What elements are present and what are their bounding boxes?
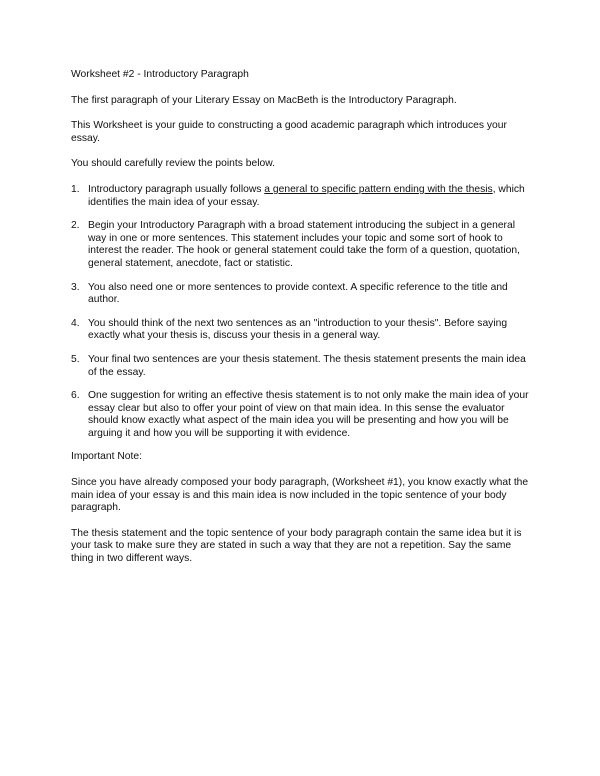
list-item-number: 4.: [71, 317, 80, 329]
list-item-text: , which identifies the main idea of your essay.: [88, 183, 525, 208]
list-item-text: Introductory paragraph usually follows: [88, 183, 265, 195]
underlined-phrase: a general to specific pattern ending with the thesis: [264, 183, 493, 195]
list-item: [71, 354, 531, 379]
intro-paragraph: The first paragraph of your Literary Essay on MacBeth is the Introductory Paragraph.: [71, 94, 457, 106]
list-item-number: 1.: [71, 183, 80, 195]
list-item-text: Begin your Introductory Paragraph with a broad statement introducing the subject in a general way in one or more sentences. This statement includes your topic and some sort of hook to interest the reader. The hook or general statement could take the form of a question, quotation, general statement, anecdote, fact or statistic.: [88, 220, 520, 269]
note-paragraph: The thesis statement and the topic sentence of your body paragraph contain the same idea but it is your task to make sure they are stated in such a way that they are not a repetition. Say the same thing in two different ways.: [71, 527, 522, 565]
list-item: [71, 390, 531, 440]
note-paragraph: Since you have already composed your body paragraph, (Worksheet #1), you know exactly what the main idea of your essay is and this main idea is now included in the topic sentence of your body paragraph.: [71, 477, 529, 514]
list-item-text: You also need one or more sentences to provide context. A specific reference to the title and author.: [88, 281, 508, 306]
list-item: [71, 318, 531, 343]
list-item-number: 6.: [71, 390, 80, 402]
list-item-text: Your final two sentences are your thesis statement. The thesis statement presents the main idea of the essay.: [88, 353, 526, 378]
list-item: [71, 282, 531, 307]
worksheet-page: [71, 69, 531, 579]
intro-paragraph: This Worksheet is your guide to constructing a good academic paragraph which introduces your essay.: [71, 120, 507, 144]
list-item-number: 3.: [71, 281, 80, 293]
intro-paragraph: You should carefully review the points below.: [71, 158, 275, 170]
list-item-number: 2.: [71, 220, 80, 232]
document-title: Worksheet #2 - Introductory Paragraph: [71, 69, 249, 80]
important-note-heading: Important Note:: [71, 451, 142, 463]
points-list: [71, 184, 531, 441]
list-item-text: One suggestion for writing an effective thesis statement is to not only make the main idea of your essay clear but also to offer your point of view on that main idea. In this sense the evaluator should know exactly what aspect of the main idea you will be presenting and how you will be arguing it and how you will be supporting it with evidence.: [88, 390, 529, 439]
list-item: [71, 184, 531, 209]
list-item: [71, 220, 531, 270]
list-item-number: 5.: [71, 353, 80, 365]
list-item-text: You should think of the next two sentences as an "introduction to your thesis". Before saying exactly what your thesis is, discuss your thesis in a general way.: [88, 317, 508, 342]
